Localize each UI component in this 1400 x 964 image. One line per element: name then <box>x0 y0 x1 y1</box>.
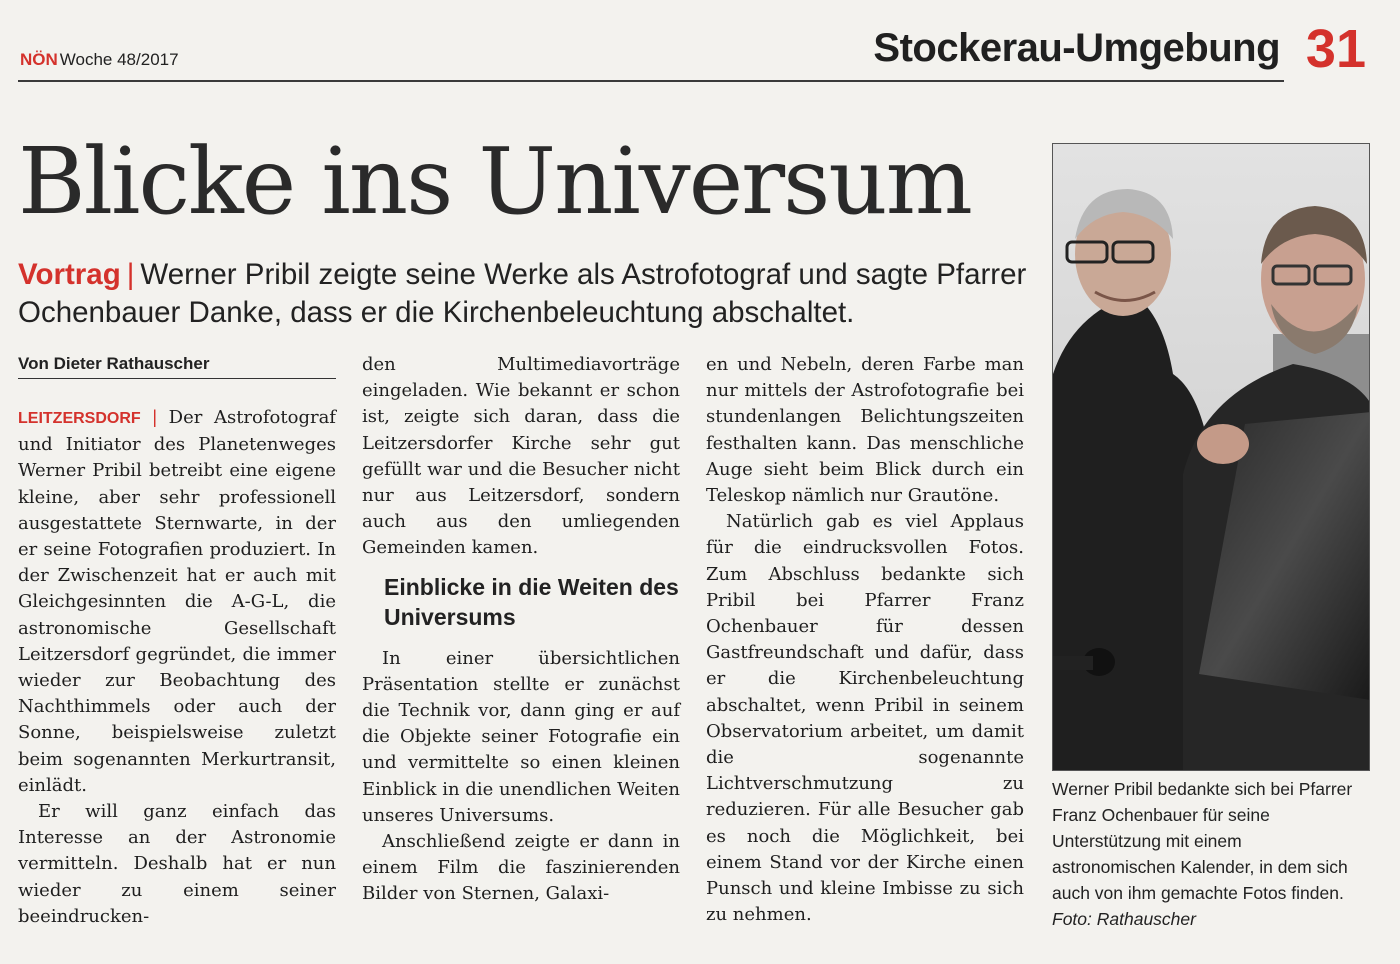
dateline-separator: | <box>152 407 157 427</box>
header-rule <box>18 80 1284 82</box>
body-paragraph: In einer übersichtlichen Präsentation stellte er zunächst die Technik vor, dann ging er auf die Objekte seiner Fotografie ein und vermittelte so einen kleinen Einblick in die unendlichen Weiten unseres Universums. <box>362 647 680 826</box>
dateline: LEITZERSDORF <box>18 410 141 427</box>
body-paragraph: den Multimediavorträge eingeladen. Wie bekannt er schon ist, zeigte sich daran, dass die Leitzersdorfer Kirche sehr gut gefüllt war und die Besucher nicht nur aus Leitzersdorf, sondern auch aus den umliegenden Gemeinden kamen. <box>362 354 680 559</box>
caption-text: Werner Pribil bedankte sich bei Pfarrer Franz Ochenbauer für seine Unterstützung mit einem astronomischen Kalender, in dem sich auch von ihm gemachte Fotos finden. <box>1052 779 1353 903</box>
kicker-label: Vortrag <box>18 258 121 291</box>
photo-credit: Foto: Rathauscher <box>1052 909 1196 929</box>
article-headline: Blicke ins Universum <box>18 128 971 235</box>
photo-caption <box>1052 776 1370 932</box>
body-paragraph: Anschließend zeigte er dann in einem Film die faszinierenden Bilder von Sternen, Galaxi- <box>362 831 680 905</box>
brand-logo: NÖN <box>20 50 58 69</box>
body-column-2 <box>362 352 680 908</box>
body-column-3 <box>706 352 1024 928</box>
col1-p1-text: Der Astrofotograf und Initiator des Planetenweges Werner Pribil betreibt eine eigene kleine, aber sehr professionell ausgestattete Sternwarte, in der er seine Fotografien produziert. In der Zwischenzeit hat er auch mit Gleichgesinnten die A-G-L, die astronomische Gesellschaft Leitzersdorf gegründet, die immer wieder zur Beobachtung des Nachthimmels oder auch der Sonne, beispielsweise zuletzt beim sogenannten Merkurtransit, einlädt. <box>18 407 336 796</box>
body-paragraph: en und Nebeln, deren Farbe man nur mittels der Astrofotografie bei stundenlangen Belichtungszeiten festhalten kann. Das menschliche Auge sieht beim Blick durch ein Teleskop nämlich nur Grautöne. <box>706 354 1024 507</box>
body-paragraph: Natürlich gab es viel Applaus für die eindrucksvollen Fotos. Zum Abschluss bedankte sich Pribil bei Pfarrer Franz Ochenbauer für dessen Gastfreundschaft und dafür, dass er die Kirchenbeleuchtung abschaltet, wenn Pribil in seinem Observatorium arbeitet, um damit die sogenannte Lichtverschmutzung zu reduzieren. Für alle Besucher gab es noch die Möglichkeit, bei einem Stand vor der Kirche einen Punsch und kleine Imbisse zu sich zu nehmen. <box>706 511 1024 926</box>
photo-illustration <box>1053 144 1370 771</box>
body-paragraph: Er will ganz einfach das Interesse an der Astronomie vermitteln. Deshalb hat er nun wieder zu einem seiner beeindrucken- <box>18 801 336 927</box>
issue-label: Woche 48/2017 <box>59 50 179 69</box>
byline: Von Dieter Rathauscher <box>18 354 210 373</box>
kicker-text: Werner Pribil zeigte seine Werke als Astrofotograf und sagte Pfarrer Ochenbauer Danke, dass er die Kirchenbeleuchtung abschaltet. <box>18 258 1027 329</box>
bleed-through-text <box>440 22 449 61</box>
page-number: 31 <box>1305 19 1366 79</box>
kicker-separator: | <box>126 258 135 291</box>
article-photo <box>1052 143 1370 771</box>
body-paragraph <box>18 404 336 799</box>
subheading: Einblicke in die Weiten des Universums <box>384 573 679 630</box>
body-column-1 <box>18 404 336 930</box>
masthead-left <box>20 50 179 70</box>
byline-rule <box>18 378 336 379</box>
article-kicker <box>18 256 1028 332</box>
section-title: Stockerau-Umgebung <box>873 26 1280 70</box>
